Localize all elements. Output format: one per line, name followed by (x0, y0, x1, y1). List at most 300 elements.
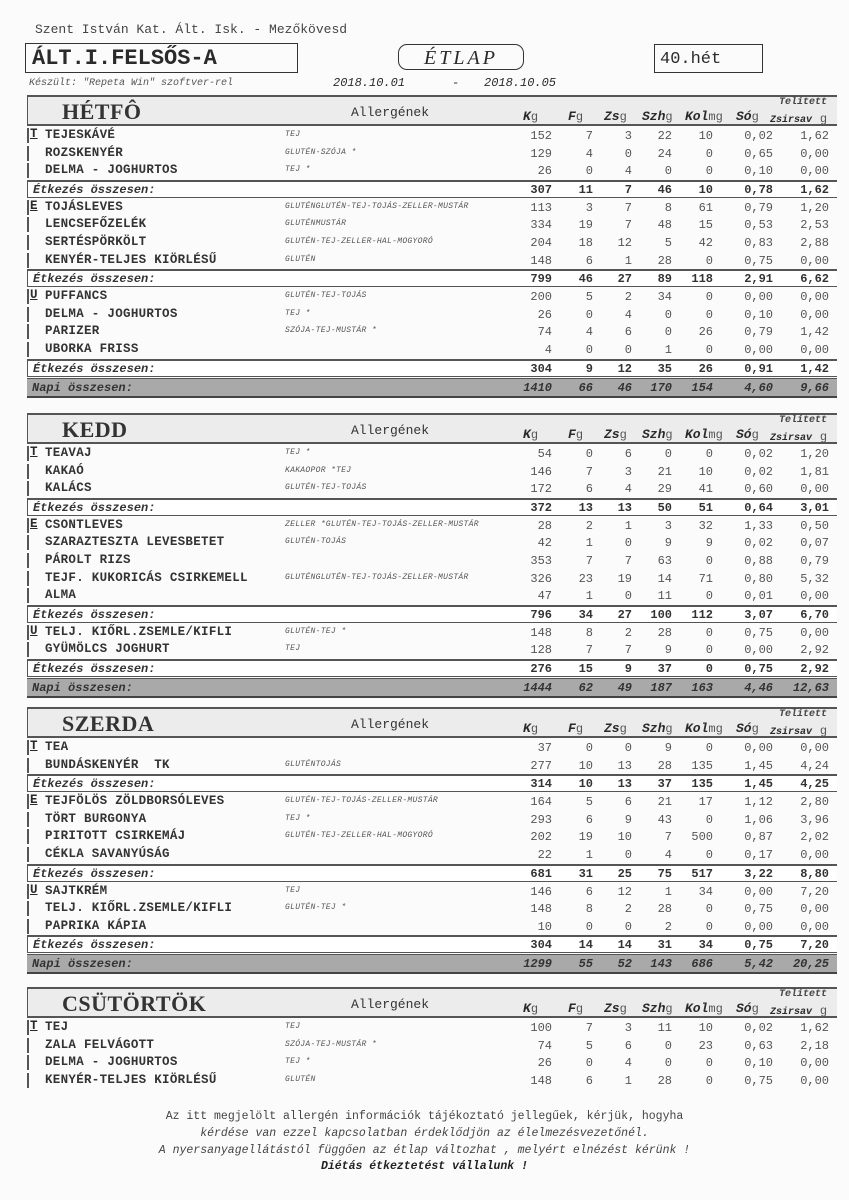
column-unit: g (751, 428, 759, 442)
nutrient-value: 34 (657, 290, 672, 305)
menu-item-row (27, 199, 837, 217)
nutrient-value: 0,00 (800, 164, 829, 179)
food-name: KAKAÓ (45, 463, 85, 478)
nutrient-value: 2 (624, 625, 632, 640)
row-marker (27, 235, 29, 250)
nutrient-value: 146 (530, 464, 552, 479)
nutrient-value: 18 (578, 236, 593, 250)
row-marker (27, 625, 29, 640)
nutrient-value: 0,53 (744, 218, 773, 233)
meal-type-letter: U (30, 623, 38, 638)
column-label: Kol (685, 1001, 709, 1016)
nutrient-value: 2,80 (800, 795, 829, 810)
column-header-so (736, 109, 759, 124)
column-label: Zsirsav (770, 727, 813, 738)
nutrient-value: 0,00 (800, 848, 829, 862)
allergen-list: GLUTÉN-TEJ-TOJÁS (285, 291, 367, 301)
nutrient-value: 0,00 (744, 884, 773, 899)
nutrient-value: 19 (578, 830, 593, 845)
nutrient-value: 0,50 (800, 518, 829, 533)
nutrient-value: 500 (691, 830, 713, 845)
nutrient-value: 0,75 (744, 253, 773, 268)
nutrient-value: 34 (698, 938, 713, 953)
nutrient-value: 0 (705, 146, 713, 161)
meal-total-label: Étkezés összesen: (33, 607, 156, 622)
menu-item-row (27, 811, 837, 829)
row-marker (27, 553, 29, 568)
nutrient-value: 27 (617, 607, 632, 622)
nutrient-value: 135 (691, 777, 713, 792)
nutrient-value: 2,88 (800, 236, 829, 250)
nutrient-value: 0,02 (744, 1021, 773, 1035)
nutrient-value: 0 (705, 307, 713, 322)
nutrient-value: 681 (530, 866, 552, 881)
nutrient-value: 10 (617, 830, 632, 845)
nutrient-value: 7 (585, 129, 593, 143)
date-to: 2018.10.05 (484, 76, 557, 90)
nutrient-value: 5 (585, 795, 593, 810)
nutrient-value: 1,62 (800, 182, 829, 197)
nutrient-value: 0,02 (744, 536, 773, 551)
column-header-telitett: Telített (778, 97, 827, 108)
nutrient-value: 15 (698, 218, 713, 233)
food-name: KALÁCS (45, 481, 92, 496)
nutrient-value: 1,45 (744, 758, 773, 773)
menu-item-row (27, 145, 837, 163)
nutrient-value: 6 (624, 795, 632, 810)
menu-item-row (27, 552, 837, 570)
row-marker (27, 163, 29, 178)
column-header-so (736, 1001, 759, 1016)
allergen-list: SZÓJA-TEJ-MUSTÁR * (285, 1039, 377, 1049)
nutrient-value: 4 (664, 848, 672, 862)
nutrient-value: 74 (537, 1038, 552, 1053)
nutrient-value: 0 (585, 741, 593, 755)
column-header-zsirsav (770, 1003, 827, 1018)
column-header-k (523, 427, 538, 442)
menu-item-row (27, 445, 837, 463)
allergen-list: TEJ (285, 1022, 301, 1031)
nutrient-value: 0,01 (744, 589, 773, 604)
nutrient-value: 13 (617, 500, 632, 515)
allergen-list: GLUTÉN-TEJ-ZELLER-HAL-MOGYORÓ (285, 237, 433, 246)
nutrient-value: 37 (657, 662, 672, 676)
nutrient-value: 0,00 (800, 307, 829, 322)
nutrient-value: 52 (617, 957, 632, 972)
nutrient-value: 8 (664, 200, 672, 215)
nutrient-value: 0,07 (800, 536, 829, 551)
row-marker (27, 901, 29, 916)
day-header (27, 987, 837, 1018)
allergen-list: TEJ * (285, 165, 311, 175)
nutrient-value: 143 (650, 957, 672, 972)
nutrient-value: 0 (705, 589, 713, 604)
nutrient-value: 372 (530, 500, 552, 515)
row-marker (27, 847, 29, 862)
nutrient-value: 0 (664, 1056, 672, 1071)
nutrient-value: 46 (617, 380, 632, 395)
meal-total-row (27, 935, 837, 953)
column-label: F (568, 1001, 576, 1016)
nutrient-value: 10 (578, 777, 593, 792)
day-total-row (27, 678, 837, 698)
nutrient-value: 1299 (523, 957, 552, 972)
menu-item-row (27, 162, 837, 180)
nutrient-value: 1,33 (744, 518, 773, 533)
menu-item-row (27, 480, 837, 498)
allergen-list: TEJ * (285, 813, 311, 823)
food-name: TELJ. KIŐRL.ZSEMLE/KIFLI (45, 901, 233, 916)
menu-item-row (27, 1072, 837, 1090)
meal-total-row (27, 359, 837, 377)
nutrient-value: 152 (530, 129, 552, 143)
nutrient-value: 304 (530, 938, 552, 953)
column-header-telitett: Telített (778, 989, 827, 1000)
nutrient-value: 7 (624, 200, 632, 215)
allergen-list: KAKAOPOR *TEJ (285, 465, 352, 475)
nutrient-value: 276 (530, 662, 552, 676)
nutrient-value: 0,63 (744, 1038, 773, 1053)
day-total-label: Napi összesen: (32, 380, 133, 395)
allergen-list: GLUTÉN-TEJ-ZELLER-HAL-MOGYORÓ (285, 831, 433, 841)
column-label: Zs (604, 721, 620, 736)
column-header-f (568, 1001, 583, 1016)
column-header-zsirsav (770, 111, 827, 126)
column-header-f (568, 721, 583, 736)
day-name: CSÜTÖRTÖK (62, 991, 207, 1016)
nutrient-value: 1 (585, 589, 593, 604)
allergen-list: GLUTÉN-TEJ-TOJÁS-ZELLER-MUSTÁR (285, 796, 439, 806)
nutrient-value: 0,79 (800, 554, 829, 568)
nutrient-value: 148 (530, 625, 552, 640)
nutrient-value: 129 (530, 146, 552, 161)
food-name: KENYÉR-TELJES KIÖRLÉSŰ (45, 1072, 217, 1087)
nutrient-value: 0,75 (744, 625, 773, 640)
nutrient-value: 0 (664, 307, 672, 322)
meal-total-row (27, 498, 837, 516)
nutrient-value: 100 (530, 1021, 552, 1035)
nutrient-value: 14 (617, 938, 632, 953)
day-name: SZERDA (62, 711, 155, 736)
nutrient-value: 19 (578, 218, 593, 233)
nutrient-value: 304 (530, 361, 552, 376)
nutrient-value: 15 (578, 662, 593, 676)
nutrient-value: 7 (624, 554, 632, 568)
nutrient-value: 4 (624, 482, 632, 497)
column-label: F (568, 721, 576, 736)
nutrient-value: 11 (657, 1021, 672, 1035)
column-header-zs (604, 721, 627, 736)
nutrient-value: 0,75 (744, 938, 773, 953)
meal-type-letter: E (30, 198, 38, 213)
nutrient-value: 32 (698, 518, 713, 533)
nutrient-value: 6 (624, 325, 632, 340)
column-label: Zs (604, 1001, 620, 1016)
menu-item-row (27, 127, 837, 145)
nutrient-value: 8 (585, 625, 593, 640)
column-header-k (523, 109, 538, 124)
nutrient-value: 12 (617, 361, 632, 376)
row-marker (27, 200, 29, 215)
menu-item-row (27, 1037, 837, 1055)
class-title: ÁLT.I.FELSŐS-A (25, 43, 298, 73)
food-name: CSONTLEVES (45, 517, 124, 532)
nutrient-value: 148 (530, 902, 552, 917)
nutrient-value: 0,00 (800, 482, 829, 497)
row-marker (27, 884, 29, 899)
nutrient-value: 128 (530, 643, 552, 658)
nutrient-value: 1410 (523, 380, 552, 395)
nutrient-value: 9 (585, 361, 593, 376)
nutrient-value: 0 (624, 919, 632, 934)
nutrient-value: 1,81 (800, 464, 829, 479)
nutrient-value: 0 (705, 741, 713, 755)
column-label: Só (736, 721, 752, 736)
nutrient-value: 28 (657, 253, 672, 268)
nutrient-value: 3 (585, 200, 593, 215)
menu-item-row (27, 288, 837, 306)
allergen-list: ZELLER *GLUTÉN-TEJ-TOJÁS-ZELLER-MUSTÁR (285, 519, 479, 529)
nutrient-value: 13 (617, 758, 632, 773)
nutrient-value: 7 (585, 1021, 593, 1035)
meal-type-letter: E (30, 516, 38, 531)
allergens-column-header: Allergének (351, 105, 430, 120)
nutrient-value: 0 (705, 643, 713, 658)
nutrient-value: 9 (664, 536, 672, 551)
nutrient-value: 20,25 (792, 957, 829, 972)
nutrient-value: 74 (537, 325, 552, 340)
allergen-list: TEJ (285, 644, 301, 654)
nutrient-value: 314 (530, 777, 552, 792)
nutrient-value: 26 (698, 361, 713, 376)
nutrient-value: 0,91 (744, 361, 773, 376)
nutrient-value: 172 (530, 482, 552, 497)
nutrient-value: 0,80 (744, 571, 773, 586)
nutrient-value: 0 (624, 589, 632, 604)
column-label: K (523, 427, 531, 442)
nutrient-value: 12 (617, 236, 632, 250)
meal-type-letter: U (30, 288, 38, 303)
nutrient-value: 6,62 (800, 272, 829, 287)
nutrient-value: 0 (664, 447, 672, 461)
column-unit: g (575, 428, 584, 442)
nutrient-value: 26 (698, 325, 713, 340)
column-unit: g (665, 110, 673, 124)
nutrient-value: 5,42 (744, 957, 773, 972)
nutrient-value: 187 (650, 681, 672, 695)
nutrient-value: 0,79 (744, 200, 773, 215)
nutrient-value: 0 (664, 1038, 672, 1053)
column-unit: mg (708, 1002, 723, 1016)
nutrient-value: 41 (698, 482, 713, 497)
nutrient-value: 0 (664, 164, 672, 179)
nutrient-value: 9 (624, 812, 632, 827)
nutrient-value: 3,01 (800, 500, 829, 515)
column-label: K (523, 721, 531, 736)
column-header-zs (604, 109, 627, 124)
allergen-list: GLUTÉNMUSTÁR (285, 219, 347, 229)
row-marker (27, 342, 29, 357)
row-marker (27, 324, 29, 339)
nutrient-value: 6 (585, 482, 593, 497)
nutrient-value: 0,00 (800, 146, 829, 161)
nutrient-value: 163 (691, 681, 713, 695)
nutrient-value: 0,10 (744, 164, 773, 179)
food-name: PARIZER (45, 324, 100, 339)
nutrient-value: 75 (657, 866, 672, 881)
nutrient-value: 0,64 (744, 500, 773, 515)
menu-item-row (27, 463, 837, 481)
nutrient-value: 71 (698, 571, 713, 586)
meal-total-row (27, 659, 837, 677)
allergen-list: GLUTÉN (285, 1074, 316, 1084)
nutrient-value: 0 (664, 325, 672, 340)
meal-type-letter: T (30, 1019, 38, 1033)
nutrient-value: 11 (578, 182, 593, 197)
nutrient-value: 112 (691, 607, 713, 622)
nutrient-value: 0 (705, 919, 713, 934)
nutrient-value: 27 (617, 272, 632, 287)
footer-line-1: Az itt megjelölt allergén információk tájékoztató jellegűek, kérjük, hogyha (165, 1110, 684, 1123)
column-label: Zs (604, 427, 620, 442)
food-name: PIRITOTT CSIRKEMÁJ (45, 829, 186, 844)
meal-total-row (27, 774, 837, 792)
nutrient-value: 22 (657, 129, 672, 143)
nutrient-value: 2 (664, 919, 672, 934)
menu-item-row (27, 1054, 837, 1072)
nutrient-value: 1 (585, 536, 593, 551)
food-name: DELMA - JOGHURTOS (45, 306, 178, 321)
allergen-list: GLUTÉNGLUTÉN-TEJ-TOJÁS-ZELLER-MUSTÁR (285, 201, 469, 211)
meal-total-label: Étkezés összesen: (33, 182, 156, 197)
nutrient-value: 34 (578, 607, 593, 622)
allergen-list: GLUTÉNTOJÁS (285, 759, 342, 769)
nutrient-value: 1,42 (800, 361, 829, 376)
column-header-szh (642, 427, 673, 442)
menu-item-row (27, 900, 837, 918)
nutrient-value: 3 (664, 518, 672, 533)
nutrient-value: 0,00 (744, 290, 773, 305)
food-name: ALMA (45, 588, 77, 603)
menu-item-row (27, 341, 837, 359)
column-unit: g (619, 110, 627, 124)
nutrient-value: 9 (664, 643, 672, 658)
column-header-zs (604, 1001, 627, 1016)
allergens-column-header: Allergének (351, 717, 430, 732)
nutrient-value: 4,46 (744, 681, 773, 695)
row-marker (27, 464, 29, 479)
nutrient-value: 204 (530, 236, 552, 250)
food-name: DELMA - JOGHURTOS (45, 1055, 178, 1070)
nutrient-value: 35 (657, 361, 672, 376)
row-marker (27, 481, 29, 496)
allergen-list: GLUTÉN-SZÓJA * (285, 147, 357, 157)
nutrient-value: 28 (537, 518, 552, 533)
nutrient-value: 7 (624, 218, 632, 233)
nutrient-value: 0,00 (800, 1073, 829, 1088)
nutrient-value: 21 (657, 795, 672, 810)
nutrient-value: 10 (698, 464, 713, 479)
row-marker (27, 758, 29, 773)
nutrient-value: 0 (705, 164, 713, 179)
nutrient-value: 0 (585, 164, 593, 179)
nutrient-value: 0 (585, 343, 593, 357)
column-label: Kol (685, 109, 709, 124)
column-unit: g (619, 428, 627, 442)
nutrient-value: 43 (657, 812, 672, 827)
menu-item-row (27, 739, 837, 757)
day-total-label: Napi összesen: (32, 957, 133, 972)
row-marker (27, 588, 29, 603)
nutrient-value: 24 (657, 146, 672, 161)
row-marker (27, 1020, 29, 1035)
nutrient-value: 10 (698, 182, 713, 197)
meal-total-row (27, 269, 837, 287)
nutrient-value: 28 (657, 625, 672, 640)
food-name: TELJ. KIŐRL.ZSEMLE/KIFLI (45, 624, 233, 639)
nutrient-value: 31 (578, 866, 593, 881)
nutrient-value: 9 (664, 741, 672, 755)
nutrient-value: 0 (585, 1056, 593, 1071)
allergens-column-header: Allergének (351, 423, 430, 438)
allergen-list: TEJ (285, 885, 301, 895)
nutrient-value: 63 (657, 554, 672, 568)
nutrient-value: 7 (624, 643, 632, 658)
nutrient-value: 277 (530, 758, 552, 773)
nutrient-value: 1,12 (744, 795, 773, 810)
food-name: PÁROLT RIZS (45, 553, 131, 567)
menu-item-row (27, 846, 837, 864)
column-unit: g (819, 430, 828, 444)
nutrient-value: 118 (691, 272, 713, 287)
allergen-list: GLUTÉNGLUTÉN-TEJ-TOJÁS-ZELLER-MUSTÁR (285, 572, 469, 582)
nutrient-value: 0,00 (800, 902, 829, 917)
menu-item-row (27, 234, 837, 252)
nutrient-value: 0,02 (744, 464, 773, 479)
nutrient-value: 1 (664, 343, 672, 357)
nutrient-value: 146 (530, 884, 552, 899)
footer-diet-note: Diétás étkeztetést vállalunk ! (320, 1160, 529, 1173)
column-header-kol (685, 109, 723, 124)
nutrient-value: 7 (585, 554, 593, 568)
column-header-so (736, 427, 759, 442)
nutrient-value: 50 (657, 500, 672, 515)
row-marker (27, 1073, 29, 1088)
nutrient-value: 170 (650, 380, 672, 395)
nutrient-value: 3 (624, 464, 632, 479)
column-unit: g (665, 1002, 673, 1016)
nutrient-value: 51 (698, 500, 713, 515)
food-name: BUNDÁSKENYÉR TK (45, 757, 170, 772)
food-name: TEJF. KUKORICÁS CSIRKEMELL (45, 570, 248, 585)
nutrient-value: 0,75 (744, 662, 773, 676)
nutrient-value: 5 (585, 290, 593, 305)
nutrient-value: 0,75 (744, 1073, 773, 1088)
date-from: 2018.10.01 (333, 76, 406, 90)
row-marker (27, 919, 29, 934)
nutrient-value: 7,20 (800, 938, 829, 953)
food-name: GYÜMÖLCS JOGHURT (45, 642, 170, 657)
row-marker (27, 1038, 29, 1053)
column-unit: g (575, 110, 584, 124)
column-header-szh (642, 1001, 673, 1016)
nutrient-value: 2,92 (800, 643, 829, 658)
day-total-label: Napi összesen: (32, 681, 133, 695)
food-name: TEJ (45, 1020, 69, 1034)
nutrient-value: 0,79 (744, 325, 773, 340)
allergen-list: TEJ * (285, 1057, 311, 1067)
nutrient-value: 1 (664, 884, 672, 899)
